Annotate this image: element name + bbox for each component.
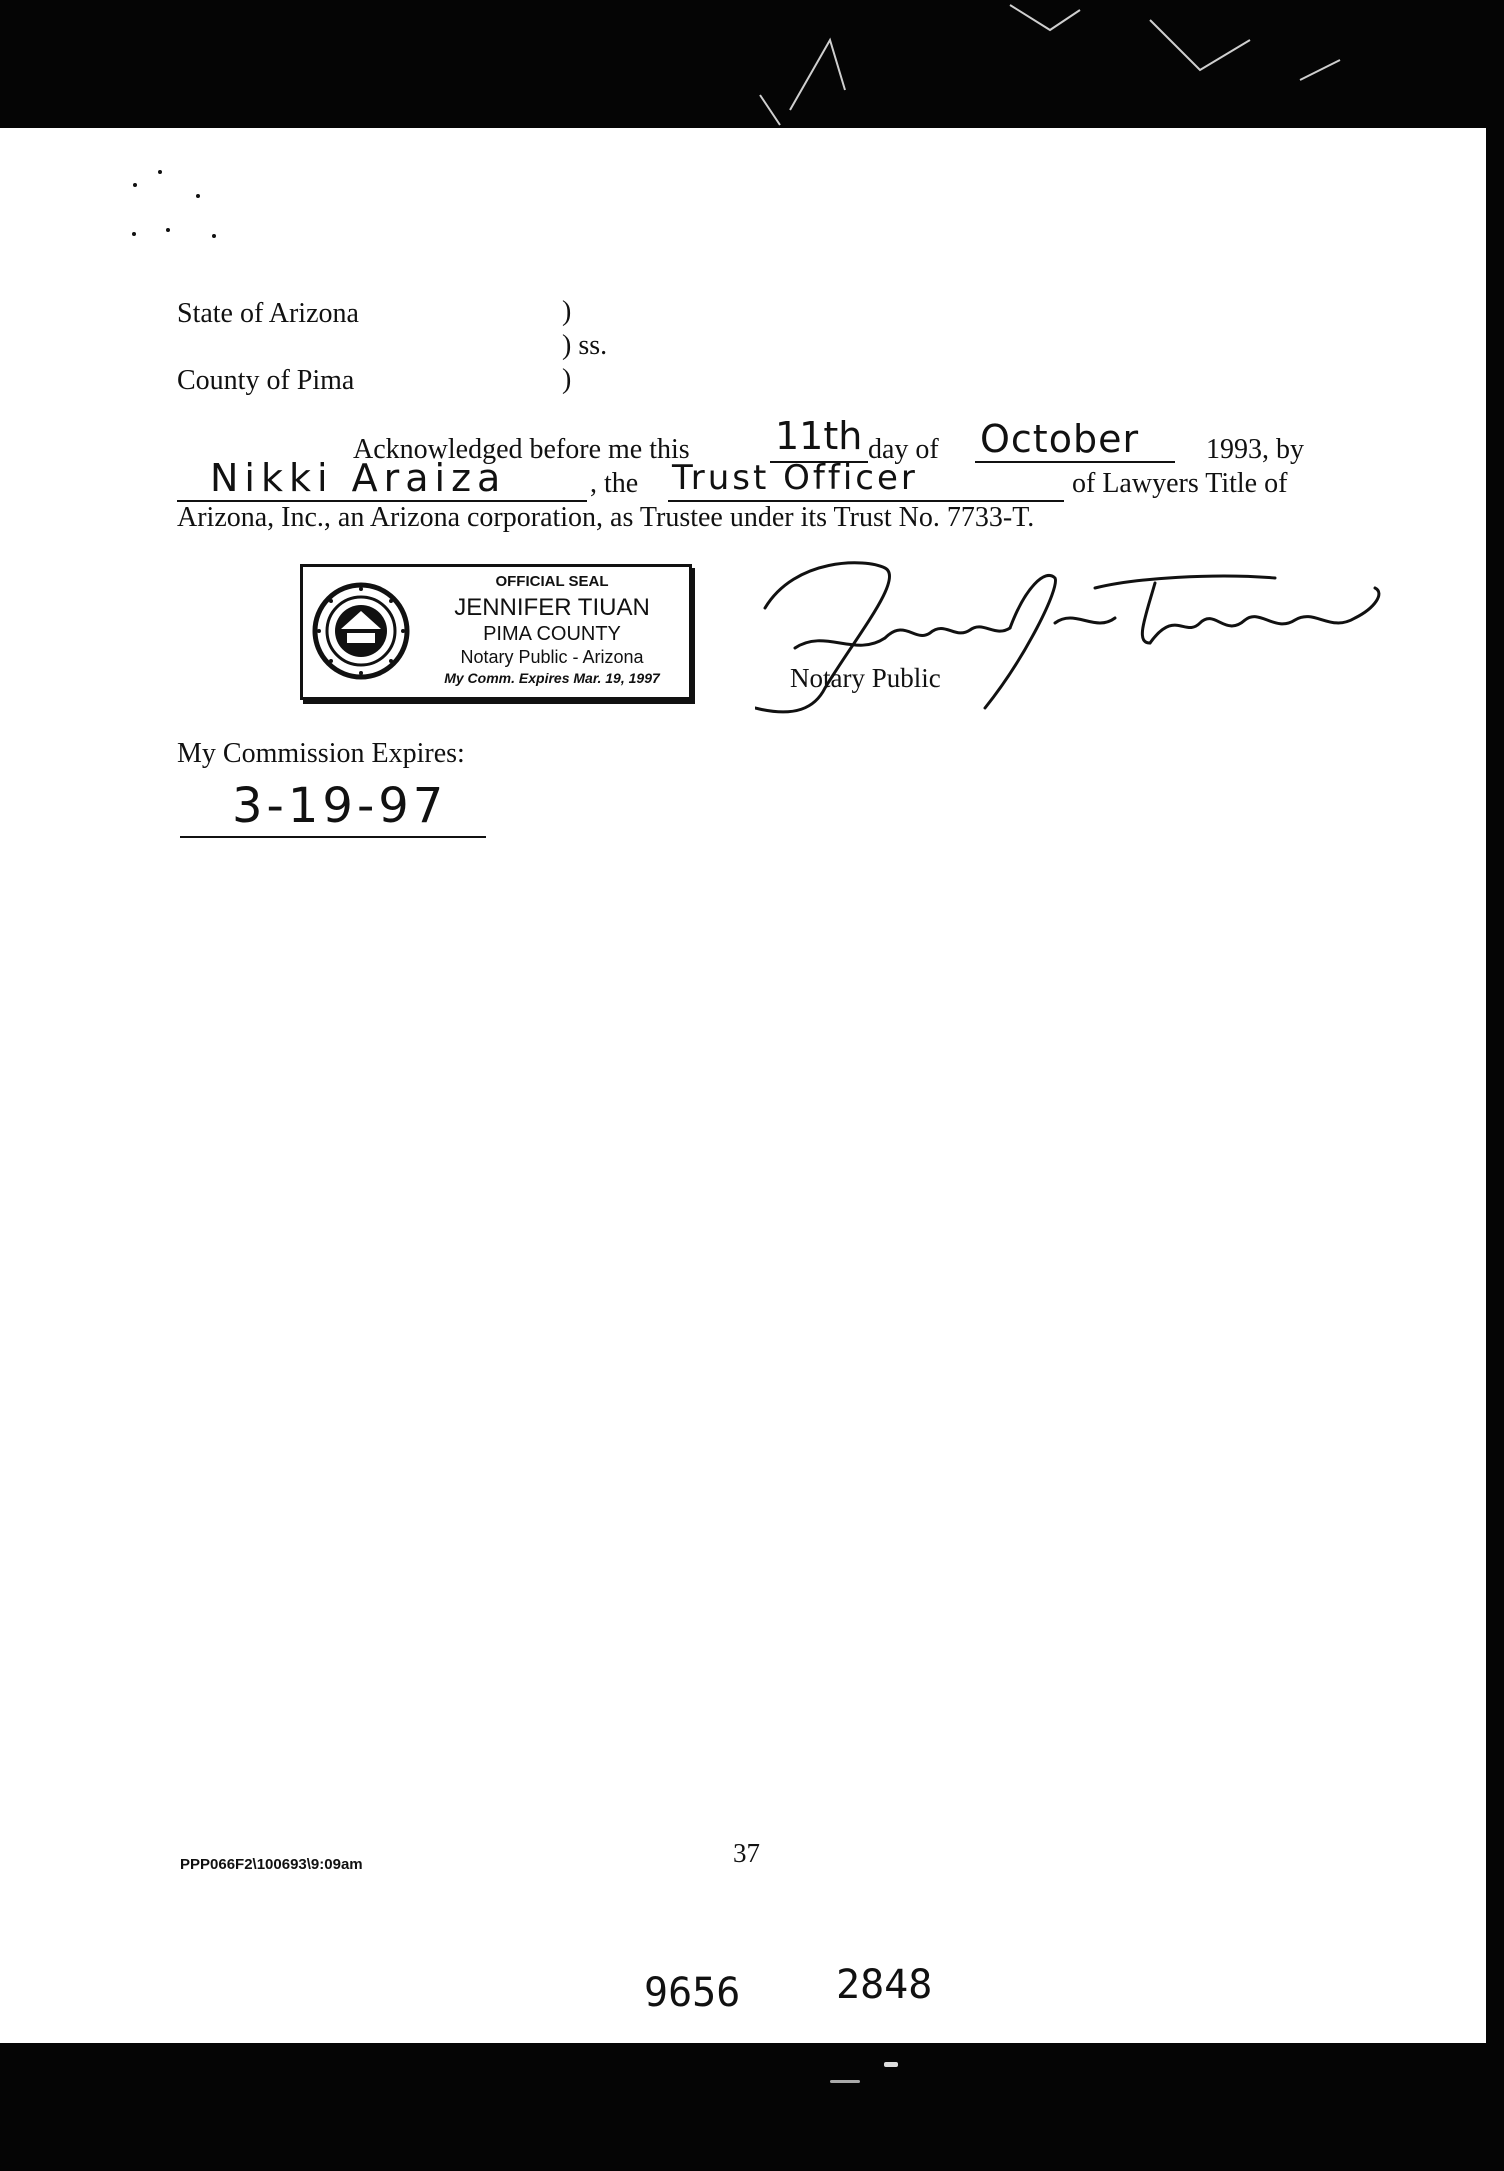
ack-text: Arizona, Inc., an Arizona corporation, as Trustee under its Trust No. 7733-T. <box>177 502 1035 533</box>
ack-month: October <box>980 417 1140 461</box>
venue-paren: ) <box>562 364 572 395</box>
seal-heading: OFFICIAL SEAL <box>495 573 609 590</box>
document-page <box>0 128 1486 2043</box>
seal-name: JENNIFER TIUAN <box>454 594 650 621</box>
ack-text: , the <box>590 468 639 499</box>
notary-seal-stamp <box>300 564 692 700</box>
scan-speck <box>196 194 200 198</box>
scan-speck <box>132 232 136 236</box>
scan-speck <box>830 2080 860 2083</box>
stamp-number-left: 9656 <box>644 1970 741 2016</box>
ack-text: 1993, by <box>1206 434 1304 465</box>
notary-public-caption: Notary Public <box>790 663 941 693</box>
scan-speck <box>166 228 170 232</box>
ack-text: day of <box>868 434 939 465</box>
seal-expiry: My Comm. Expires Mar. 19, 1997 <box>444 670 660 686</box>
seal-county: PIMA COUNTY <box>483 623 621 645</box>
scan-speck <box>133 183 137 187</box>
blank-line <box>975 461 1175 463</box>
ack-signer: Nikki Araiza <box>210 456 507 500</box>
scan-speck <box>212 234 216 238</box>
scan-speck <box>884 2062 898 2067</box>
seal-role: Notary Public - Arizona <box>460 647 644 667</box>
scan-speck <box>158 170 162 174</box>
page-number: 37 <box>733 1838 760 1868</box>
venue-ss: ) ss. <box>562 330 608 361</box>
venue-paren: ) <box>562 296 572 327</box>
ack-text: of Lawyers Title of <box>1072 468 1288 499</box>
ack-day: 11th <box>775 414 863 458</box>
venue-county: County of Pima <box>177 365 355 396</box>
blank-line <box>180 836 486 838</box>
commission-label: My Commission Expires: <box>177 738 465 769</box>
ack-text: Acknowledged before me this <box>353 434 690 465</box>
ack-title: Trust Officer <box>672 458 918 498</box>
venue-state: State of Arizona <box>177 298 359 329</box>
arizona-seal-emblem <box>311 581 411 681</box>
document-code: PPP066F2\100693\9:09am <box>180 1856 363 1873</box>
commission-date: 3-19-97 <box>232 778 448 834</box>
notary-signature <box>755 548 1395 728</box>
stamp-number-right: 2848 <box>836 1962 933 2008</box>
scan-noise-top <box>0 0 1504 128</box>
